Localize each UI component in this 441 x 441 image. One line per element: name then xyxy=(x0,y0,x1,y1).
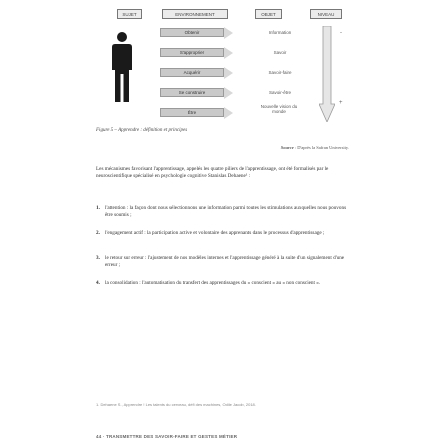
list-item-number: 1. xyxy=(96,205,100,211)
action-sapproprier: S'approprier xyxy=(160,48,224,57)
person-silhouette-icon xyxy=(111,32,133,104)
result-savoir: Savoir xyxy=(273,50,287,55)
result-nouvelle-vision: Nouvelle vision du monde xyxy=(260,104,298,114)
footnote: 1. Dehaene S., Apprendre ! Les talents du cerveau, défi des machines, Odile Jacob, 2018. xyxy=(96,402,256,407)
figure-source xyxy=(281,145,349,150)
list-item xyxy=(96,255,348,268)
list-item-text: l'engagement actif : la participation active et volontaire des apprenants dans le processus d'apprentissage ; xyxy=(105,230,325,236)
arrowhead xyxy=(224,27,233,39)
sign-plus: + xyxy=(339,100,343,106)
figure-caption: Figure 5 – Apprendre : définition et principes xyxy=(96,128,188,133)
result-information: Information xyxy=(268,30,292,35)
list-item-text: la consolidation : l'automatisation du transfert des apprentissages du « conscient » au « non conscient ». xyxy=(105,280,321,286)
list-item xyxy=(96,280,348,287)
list-item xyxy=(96,230,348,237)
result-savoir-faire: Savoir-faire xyxy=(268,70,292,75)
header-label-environnement: ENVIRONNEMENT xyxy=(162,9,228,19)
header-label-objet: OBJET xyxy=(255,9,282,19)
list-item-text: le retour sur erreur : l'ajustement de nos modèles internes et l'apprentissage généré à la suite d'un signalement d'une erreur ; xyxy=(105,255,345,268)
sign-minus: - xyxy=(340,30,342,36)
source-text: : D'après la Safran University. xyxy=(293,145,349,150)
action-etre: Être xyxy=(160,108,224,117)
list-item-number: 3. xyxy=(96,255,100,261)
intro-paragraph: Les mécanismes favorisant l'apprentissage, appelés les quatre piliers de l'apprentissage, ont été formalisés par le neuroscientifique spécialisé en psychologie cognitive Stanislas Dehaene¹ : xyxy=(96,166,329,179)
action-se-construire: Se construire xyxy=(160,88,224,97)
page-footer: 44 · TRANSMETTRE DES SAVOIR-FAIRE ET GESTES MÉTIER xyxy=(96,434,238,439)
list-item-text: l'attention : la façon dont nous sélectionnons une information parmi toutes les stimulations auxquelles nous pouvons être soumis ; xyxy=(105,205,347,218)
header-label-niveau: NIVEAU xyxy=(310,9,342,19)
down-arrow-icon xyxy=(319,26,335,122)
action-acquerir: Acquérir xyxy=(160,68,224,77)
header-label-sujet: SUJET xyxy=(117,9,142,19)
source-label: Source xyxy=(280,145,294,150)
arrowhead xyxy=(224,87,233,99)
list-item-number: 2. xyxy=(96,230,100,236)
arrowhead xyxy=(224,67,233,79)
arrowhead xyxy=(224,107,233,119)
list-item-number: 4. xyxy=(96,280,100,286)
result-savoir-etre: Savoir-être xyxy=(268,90,291,95)
list-item xyxy=(96,205,348,218)
action-obtenir: Obtenir xyxy=(160,28,224,37)
arrowhead xyxy=(224,47,233,59)
